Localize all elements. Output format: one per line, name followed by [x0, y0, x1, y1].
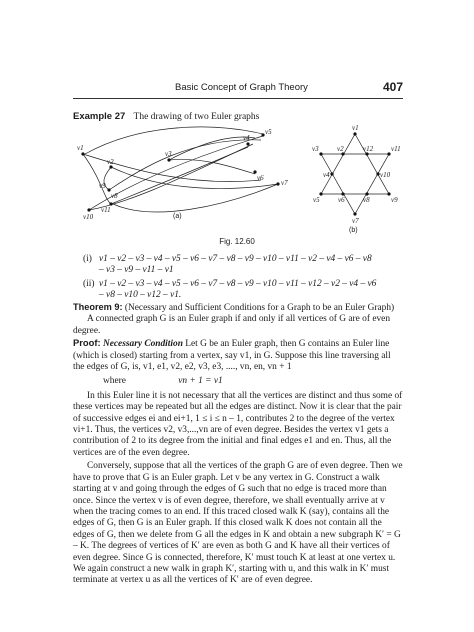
- page-header: [0, 80, 474, 96]
- label-a-v3: v3: [165, 150, 172, 158]
- euler-graphs-figure: [73, 122, 403, 244]
- caption-a: (a): [173, 213, 182, 220]
- proof-subheading: Necessary Condition: [102, 339, 183, 350]
- label-b-v1: v1: [352, 124, 359, 132]
- vertex-b-v4: [330, 172, 333, 175]
- vertex-b-v5: [319, 192, 322, 195]
- vertex-a-v10: [87, 208, 90, 211]
- proof-label: Proof:: [73, 337, 101, 349]
- edge-a: [113, 184, 278, 212]
- label-a-v11: v11: [101, 206, 111, 214]
- vertex-a-v1: [81, 152, 84, 155]
- figure-12-60: [73, 122, 403, 244]
- label-b-v3: v3: [312, 145, 319, 153]
- vertex-a-v4: [246, 142, 249, 145]
- label-a-v9: v9: [99, 182, 106, 190]
- running-title: Basic Concept of Graph Theory: [175, 82, 308, 93]
- proof-intro: [73, 337, 403, 373]
- walk-line: – v8 – v10 – v12 – v1.: [99, 290, 182, 301]
- label-a-v10: v10: [83, 213, 94, 221]
- theorem-heading: [73, 302, 403, 314]
- walk-label: (i): [83, 254, 92, 264]
- label-a-v1: v1: [77, 144, 84, 152]
- walk-line: – v3 – v9 – v11 – v1: [99, 265, 174, 276]
- label-b-v5: v5: [313, 196, 320, 204]
- example-label: Example 27: [73, 111, 126, 122]
- proof-paragraph-2: In this Euler line it is not necessary that all the vertices are distinct and thus some of these vertices may be repeated but all the edges are distinct. Now it is clear that the pair of successive edges ei and ei+1, 1 ≤ i ≤ n – 1, contributes 2 to the degree of the vertex vi+1. Thus, the vertices v2, v3,...,vn are of even degree. Besides the vertex v1 gets a contribution of 2 to its degree from the initial and final edges e1 and en. Thus, all the vertices are of the even degree.: [73, 390, 403, 458]
- label-b-v6: v6: [338, 196, 345, 204]
- caption-b: (b): [349, 227, 358, 234]
- theorem-label: Theorem 9:: [73, 302, 123, 312]
- label-b-v9: v9: [391, 196, 398, 204]
- where-label: where: [103, 376, 126, 387]
- theorem-block: [73, 302, 403, 587]
- edge-a: [109, 140, 261, 190]
- label-b-v7: v7: [352, 217, 359, 225]
- proof-paragraph-3: Conversely, suppose that all the vertices of the graph G are of even degree. Then we have to prove that G is an Euler graph. Let v be any vertex in G. Construct a walk starting at v and going through the edges of G such that no edge is traced more than once. Since the vertex v is of even degree, therefore, we shall eventually arrive at v when the tracing comes to an end. If this traced closed walk K (say), contains all the edges of G, then G is an Euler graph. If this closed walk K does not contain all the edges of G, then we delete from G all the edges in K and obtain a new subgraph K′ = G – K. The degrees of vertices of K′ are even as both G and K have all their vertices of even degree. Since G is connected, therefore, K′ must touch K at least at one vertex u. We again construct a new walk in graph K′, starting with u, and this walk in K′ must terminate at vertex u as all the vertices of K′ are of even degree.: [73, 461, 403, 586]
- vertex-b-v3: [319, 152, 322, 155]
- label-a-v2: v2: [107, 158, 114, 166]
- vertex-a-v7: [276, 182, 279, 185]
- label-a-v6: v6: [257, 174, 264, 182]
- label-b-v2: v2: [337, 145, 344, 153]
- label-b-v10: v10: [380, 171, 391, 179]
- theorem-title: (Necessary and Sufficient Conditions for a Graph to be an Euler Graph): [124, 303, 395, 313]
- label-a-v5: v5: [265, 128, 272, 136]
- edge-a: [111, 167, 278, 189]
- edge-a: [169, 159, 255, 174]
- triangle-up: [321, 134, 389, 194]
- label-a-v7: v7: [281, 179, 288, 187]
- label-a-v8: v8: [111, 192, 118, 200]
- vertex-b-v7: [353, 212, 356, 215]
- example-heading: [73, 111, 259, 122]
- walk-item: [73, 254, 403, 277]
- theorem-statement: A connected graph G is an Euler graph if and only if all vertices of G are of even degree.: [73, 314, 391, 336]
- walk-line: v1 – v2 – v3 – v4 – v5 – v6 – v7 – v8 – v9 – v10 – v11 – v2 – v4 – v6 – v8: [99, 254, 372, 264]
- vertex-b-v1: [353, 132, 356, 135]
- walk-line: v1 – v2 – v3 – v4 – v5 – v6 – v7 – v8 – v9 – v10 – v11 – v12 – v2 – v4 – v6: [99, 278, 377, 289]
- where-equation: vn + 1 = v1: [178, 376, 223, 387]
- label-b-v8: v8: [363, 196, 370, 204]
- graph-b-labels: [312, 124, 401, 234]
- example-caption: The drawing of two Euler graphs: [133, 112, 260, 122]
- header-rule: [73, 98, 403, 99]
- page-number: 407: [382, 80, 403, 94]
- label-a-v4: v4: [243, 134, 250, 142]
- vertex-a-v3: [167, 158, 170, 161]
- label-b-v12: v12: [363, 145, 374, 153]
- figure-caption: Fig. 12.60: [219, 237, 255, 246]
- where-line: [73, 376, 403, 387]
- walk-label: (ii): [83, 278, 95, 289]
- walk-list: [73, 254, 403, 302]
- proof-paragraph-1: Let G be an Euler graph, then G contains an Euler line (which is closed) starting from a vertex, say v1, in G. Suppose this line traversing all the edges of G, is, v1, e1, v2, e2, v3, e3, ...., vn, en, vn + 1: [73, 339, 391, 373]
- walk-item: [73, 279, 403, 302]
- label-b-v11: v11: [391, 145, 401, 153]
- triangle-down: [321, 154, 389, 214]
- label-b-v4: v4: [323, 171, 330, 179]
